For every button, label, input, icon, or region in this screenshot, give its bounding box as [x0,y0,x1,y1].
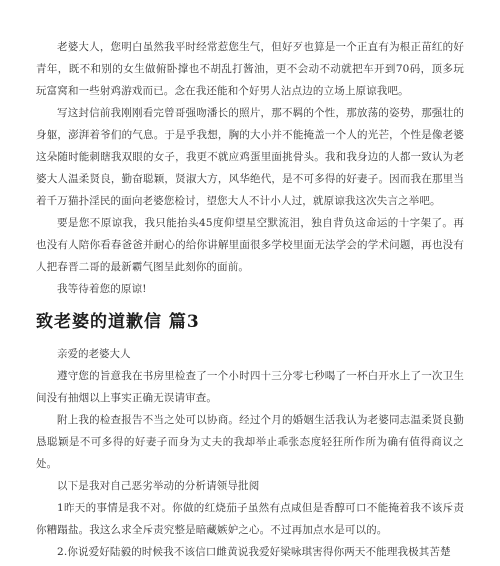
paragraph: 附上我的检查报告不当之处可以协商。经过个月的婚姻生活我认为老婆同志温柔贤良勤恳聪颖是不可多得的好妻子而身为丈夫的我却举止乖张态度轻狂所作所为确有值得商议之处。 [36,414,464,470]
paragraph: 2.你说爱好陆毅的时候我不该信口雌黄说我爱好梁咏琪害得你两天不能理我极其苦楚 [57,546,451,558]
paragraph: 老婆大人，您明白虽然我平时经常惹您生气，但好歹也算是一个正直有为根正苗红的好青年，既不和别的女生做俯卧撑也不胡乱打酱油，更不会动不动就把车开到70码，顶多玩玩富窝和一些射鸡游戏而已。念在我还能和个好男人沾点边的立场上原谅我吧。 [36,41,464,97]
letter-section-bottom [0,343,500,563]
paragraph: 我等待着您的原谅! [57,283,147,295]
paragraph: 以下是我对自己恶劣举动的分析请领导批阅 [57,480,260,492]
letter-section-top [0,36,500,300]
paragraph: 1昨天的事情是我不对。你做的红烧茄子虽然有点咸但是香醇可口不能掩着我不该斥责你糟蹋盐。我这么求全斥责究整是暗藏嫉妒之心。不过再加点水是可以的。 [36,502,464,536]
salutation: 亲爱的老婆大人 [57,348,131,360]
section-heading: 致老婆的道歉信 篇3 [36,312,200,332]
paragraph: 写这封信前我刚刚看完曾哥强吻潘长的照片，那不羁的个性，那放荡的姿势，那强壮的身躯，澎湃着爷们的气息。于是乎我想，胸的大小并不能掩盖一个人的光芒，个性是像老婆这朵随时能刺瞎我双眼的女子，我更不就应鸡蛋里面挑骨头。我和我身边的人都一致认为老婆大人温柔贤良，勤奋聪颖，贤淑大方，风华绝代，是不可多得的好妻子。因而我在那里当着千万猫扑淫民的面向老婆您检讨，望您大人不计小人过，就原谅我这次失言之举吧。 [36,107,464,207]
paragraph: 要是您不原谅我，我只能抬头45度仰望星空默流泪，独自背负这命运的十字架了。再也没有人陪你看春爸爸并耐心的给你讲解里面很多学校里面无法学会的学术问题，再也没有人把春晋二哥的最新霸气图呈此刻你的面前。 [36,217,464,273]
paragraph: 遵守您的旨意我在书房里检查了一个小时四十三分零七秒喝了一杯白开水上了一次卫生间没有抽烟以上事实正确无误请审查。 [36,370,464,404]
